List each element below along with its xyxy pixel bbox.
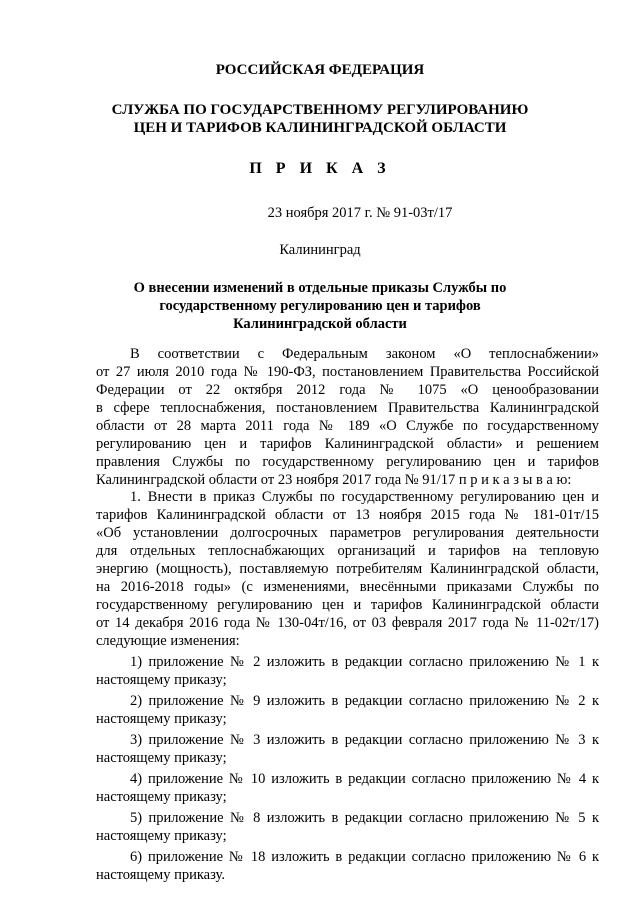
list-item-line: настоящему приказу; (96, 828, 227, 844)
body-line: Калининградской области от 23 ноября 2017 года № 91/17 п р и к а з ы в а ю: (96, 472, 572, 488)
body-line: для отдельных теплоснабжающих организаций и тарифов на тепловую (96, 543, 599, 559)
body-line: государственному регулированию цен и тарифов Калининградской области (96, 597, 599, 613)
body-line: энергию (мощность), поставляемую потребителям Калининградской области, (96, 561, 599, 577)
body-line: регулированию цен и тарифов Калининградской области» и решением (96, 436, 599, 452)
body-line: на 2016-2018 годы» (с изменениями, внесёнными приказами Службы по (96, 579, 599, 595)
list-item-line: 3) приложение № 3 изложить в редакции согласно приложению № 3 к (130, 732, 599, 748)
body-line: 1. Внести в приказ Службы по государственному регулированию цен и (130, 489, 599, 505)
body-line: Федерации от 22 октября 2012 года № 1075 «О ценообразовании (96, 382, 599, 398)
list-item-line: настоящему приказу; (96, 789, 227, 805)
body-line: в сфере теплоснабжения, постановлением Правительства Калининградской (96, 400, 599, 416)
date-number: 23 ноября 2017 г. № 91-03т/17 (267, 205, 453, 221)
list-item-line: 6) приложение № 18 изложить в редакции согласно приложению № 6 к (130, 849, 599, 865)
list-item-line: 1) приложение № 2 изложить в редакции согласно приложению № 1 к (130, 654, 599, 670)
list-item-line: 5) приложение № 8 изложить в редакции согласно приложению № 5 к (130, 810, 599, 826)
list-item-line: настоящему приказу; (96, 672, 227, 688)
federation-title: РОССИЙСКАЯ ФЕДЕРАЦИЯ (215, 62, 425, 78)
subject-line1: О внесении изменений в отдельные приказы Службы по (133, 280, 507, 296)
body-line: от 14 декабря 2016 года № 130-04т/16, от 03 февраля 2017 года № 11-02т/17) (96, 615, 599, 631)
subject-line2: государственному регулированию цен и тарифов (159, 298, 481, 314)
body-line: «Об установлении долгосрочных параметров регулирования деятельности (96, 525, 599, 541)
list-item-line: настоящему приказу. (96, 867, 225, 883)
agency-name-line2: ЦЕН И ТАРИФОВ КАЛИНИНГРАДСКОЙ ОБЛАСТИ (133, 120, 507, 136)
document-type: П Р И К А З (249, 160, 391, 177)
body-line: следующие изменения: (96, 633, 240, 649)
body-line: В соответствии с Федеральным законом «О теплоснабжении» (130, 346, 599, 362)
body-line: тарифов Калининградской области от 13 ноября 2015 года № 181-01т/15 (96, 507, 599, 523)
list-item-line: 2) приложение № 9 изложить в редакции согласно приложению № 2 к (130, 693, 599, 709)
body-line: области от 28 марта 2011 года № 189 «О Службе по государственному (96, 418, 599, 434)
subject-line3: Калининградской области (233, 316, 407, 332)
list-item-line: настоящему приказу; (96, 750, 227, 766)
city: Калининград (279, 242, 361, 258)
agency-name-line1: СЛУЖБА ПО ГОСУДАРСТВЕННОМУ РЕГУЛИРОВАНИЮ (111, 102, 529, 118)
body-line: от 27 июля 2010 года № 190-ФЗ, постановлением Правительства Российской (96, 364, 599, 380)
list-item-line: настоящему приказу; (96, 711, 227, 727)
body-line: правления Службы по государственному регулированию цен и тарифов (96, 454, 599, 470)
list-item-line: 4) приложение № 10 изложить в редакции согласно приложению № 4 к (130, 771, 599, 787)
